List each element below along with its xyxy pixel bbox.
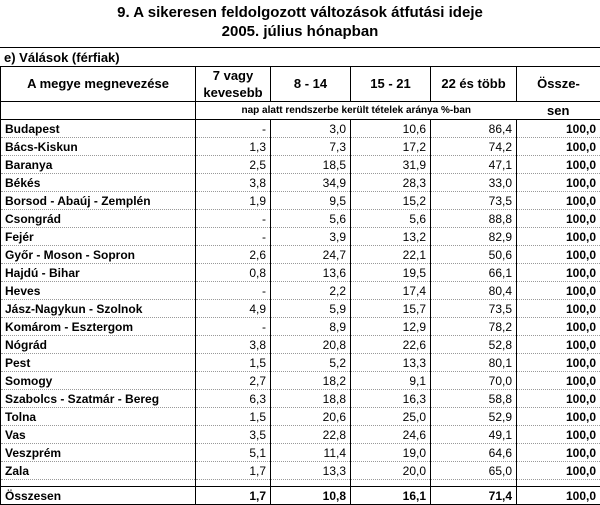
value-cell: 78,2	[431, 318, 517, 336]
value-cell: 19,5	[351, 264, 431, 282]
value-cell: 2,7	[196, 372, 271, 390]
table-row	[1, 462, 600, 480]
value-cell: 25,0	[351, 408, 431, 426]
header-row-1	[1, 67, 600, 85]
value-cell: 100,0	[517, 120, 600, 138]
data-table	[0, 66, 600, 505]
value-cell: 9,5	[271, 192, 351, 210]
value-cell: 82,9	[431, 228, 517, 246]
report-title-line2: 2005. július hónapban	[0, 23, 600, 41]
value-cell: 100,0	[517, 487, 600, 505]
table-row	[1, 120, 600, 138]
value-cell: 3,5	[196, 426, 271, 444]
value-cell: 5,9	[271, 300, 351, 318]
value-cell: 16,3	[351, 390, 431, 408]
value-cell: 100,0	[517, 426, 600, 444]
table-row	[1, 210, 600, 228]
table-row	[1, 318, 600, 336]
table-row	[1, 300, 600, 318]
county-name: Csongrád	[1, 210, 196, 228]
table-row	[1, 408, 600, 426]
value-cell: -	[196, 228, 271, 246]
value-cell: 18,8	[271, 390, 351, 408]
value-cell: 15,7	[351, 300, 431, 318]
header-col-7-line1: 7 vagy	[196, 67, 271, 85]
value-cell: 13,3	[351, 354, 431, 372]
value-cell: 80,4	[431, 282, 517, 300]
value-cell: 70,0	[431, 372, 517, 390]
header-col-22-plus: 22 és több	[431, 67, 517, 102]
table-row	[1, 426, 600, 444]
value-cell: 6,3	[196, 390, 271, 408]
value-cell: 86,4	[431, 120, 517, 138]
value-cell: 58,8	[431, 390, 517, 408]
value-cell: 22,1	[351, 246, 431, 264]
value-cell: 20,6	[271, 408, 351, 426]
county-name: Fejér	[1, 228, 196, 246]
value-cell: 100,0	[517, 318, 600, 336]
value-cell: 20,0	[351, 462, 431, 480]
value-cell: 5,6	[351, 210, 431, 228]
value-cell: 18,2	[271, 372, 351, 390]
value-cell: 18,5	[271, 156, 351, 174]
value-cell: 13,2	[351, 228, 431, 246]
county-name: Vas	[1, 426, 196, 444]
table-row	[1, 354, 600, 372]
value-cell: 5,2	[271, 354, 351, 372]
value-cell: 73,5	[431, 192, 517, 210]
value-cell: 88,8	[431, 210, 517, 228]
table-row	[1, 246, 600, 264]
value-cell: 0,8	[196, 264, 271, 282]
county-name: Budapest	[1, 120, 196, 138]
report-title-line1: 9. A sikeresen feldolgozott változások átfutási ideje	[0, 4, 600, 22]
value-cell: 4,9	[196, 300, 271, 318]
table-row	[1, 174, 600, 192]
county-name: Komárom - Esztergom	[1, 318, 196, 336]
value-cell: 1,9	[196, 192, 271, 210]
county-name: Pest	[1, 354, 196, 372]
total-row	[1, 487, 600, 505]
value-cell: 52,9	[431, 408, 517, 426]
county-name: Békés	[1, 174, 196, 192]
county-name: Győr - Moson - Sopron	[1, 246, 196, 264]
value-cell: 66,1	[431, 264, 517, 282]
county-name: Összesen	[1, 487, 196, 505]
value-cell: 24,6	[351, 426, 431, 444]
value-cell: 13,6	[271, 264, 351, 282]
value-cell: 100,0	[517, 156, 600, 174]
value-cell: 5,1	[196, 444, 271, 462]
value-cell: 13,3	[271, 462, 351, 480]
value-cell: 100,0	[517, 264, 600, 282]
county-name: Jász-Nagykun - Szolnok	[1, 300, 196, 318]
county-name: Hajdú - Bihar	[1, 264, 196, 282]
value-cell: 9,1	[351, 372, 431, 390]
value-cell: 1,7	[196, 487, 271, 505]
value-cell: 17,2	[351, 138, 431, 156]
value-cell: 100,0	[517, 282, 600, 300]
value-cell: 20,8	[271, 336, 351, 354]
value-cell: 28,3	[351, 174, 431, 192]
value-cell: 1,7	[196, 462, 271, 480]
value-cell: 33,0	[431, 174, 517, 192]
value-cell: -	[196, 282, 271, 300]
table-row	[1, 336, 600, 354]
value-cell: 11,4	[271, 444, 351, 462]
value-cell: 3,8	[196, 336, 271, 354]
value-cell: 24,7	[271, 246, 351, 264]
value-cell: 71,4	[431, 487, 517, 505]
table-row	[1, 192, 600, 210]
county-name: Zala	[1, 462, 196, 480]
value-cell: 2,6	[196, 246, 271, 264]
value-cell: 65,0	[431, 462, 517, 480]
value-cell: 100,0	[517, 390, 600, 408]
value-cell: 52,8	[431, 336, 517, 354]
value-cell: 17,4	[351, 282, 431, 300]
value-cell: 100,0	[517, 210, 600, 228]
table-row	[1, 156, 600, 174]
value-cell: 100,0	[517, 354, 600, 372]
header-county-name: A megye megnevezése	[1, 67, 196, 102]
header-col-8-14: 8 - 14	[271, 67, 351, 102]
county-name: Baranya	[1, 156, 196, 174]
value-cell: -	[196, 210, 271, 228]
value-cell: 3,8	[196, 174, 271, 192]
value-cell: 15,2	[351, 192, 431, 210]
table-row	[1, 138, 600, 156]
header-col-total-line2: sen	[517, 102, 600, 120]
value-cell: 100,0	[517, 228, 600, 246]
value-cell: 34,9	[271, 174, 351, 192]
value-cell: 64,6	[431, 444, 517, 462]
value-cell: 100,0	[517, 246, 600, 264]
value-cell: -	[196, 120, 271, 138]
value-cell: 1,5	[196, 354, 271, 372]
value-cell: 22,8	[271, 426, 351, 444]
value-cell: 100,0	[517, 408, 600, 426]
value-cell: 16,1	[351, 487, 431, 505]
value-cell: 100,0	[517, 462, 600, 480]
value-cell: 31,9	[351, 156, 431, 174]
value-cell: 2,2	[271, 282, 351, 300]
value-cell: 100,0	[517, 372, 600, 390]
value-cell: 5,6	[271, 210, 351, 228]
value-cell: 3,0	[271, 120, 351, 138]
subheader-text: nap alatt rendszerbe került tételek aránya %-ban	[196, 102, 517, 120]
county-name: Tolna	[1, 408, 196, 426]
value-cell: 74,2	[431, 138, 517, 156]
value-cell: 10,8	[271, 487, 351, 505]
county-name: Borsod - Abaúj - Zemplén	[1, 192, 196, 210]
table-row	[1, 264, 600, 282]
table-row	[1, 228, 600, 246]
header-col-total-line1: Össze-	[517, 67, 600, 102]
value-cell: 3,9	[271, 228, 351, 246]
value-cell: 1,5	[196, 408, 271, 426]
table-row	[1, 444, 600, 462]
table-row	[1, 390, 600, 408]
value-cell: 100,0	[517, 336, 600, 354]
value-cell: 12,9	[351, 318, 431, 336]
value-cell: 19,0	[351, 444, 431, 462]
county-name: Bács-Kiskun	[1, 138, 196, 156]
table-row	[1, 282, 600, 300]
value-cell: 100,0	[517, 300, 600, 318]
value-cell: 10,6	[351, 120, 431, 138]
value-cell: 47,1	[431, 156, 517, 174]
value-cell: 100,0	[517, 444, 600, 462]
value-cell: 50,6	[431, 246, 517, 264]
value-cell: 2,5	[196, 156, 271, 174]
county-name: Heves	[1, 282, 196, 300]
section-label: e) Válások (férfiak)	[0, 47, 600, 67]
value-cell: 73,5	[431, 300, 517, 318]
county-name: Nógrád	[1, 336, 196, 354]
value-cell: 100,0	[517, 174, 600, 192]
value-cell: 49,1	[431, 426, 517, 444]
header-col-7-line2: kevesebb	[196, 84, 271, 102]
value-cell: 100,0	[517, 138, 600, 156]
value-cell: 1,3	[196, 138, 271, 156]
county-name: Szabolcs - Szatmár - Bereg	[1, 390, 196, 408]
table-row	[1, 372, 600, 390]
subheader-row	[1, 102, 600, 120]
value-cell: 100,0	[517, 192, 600, 210]
value-cell: 80,1	[431, 354, 517, 372]
county-name: Somogy	[1, 372, 196, 390]
value-cell: 8,9	[271, 318, 351, 336]
header-col-15-21: 15 - 21	[351, 67, 431, 102]
spacer-row	[1, 480, 600, 487]
value-cell: 22,6	[351, 336, 431, 354]
value-cell: 7,3	[271, 138, 351, 156]
value-cell: -	[196, 318, 271, 336]
county-name: Veszprém	[1, 444, 196, 462]
